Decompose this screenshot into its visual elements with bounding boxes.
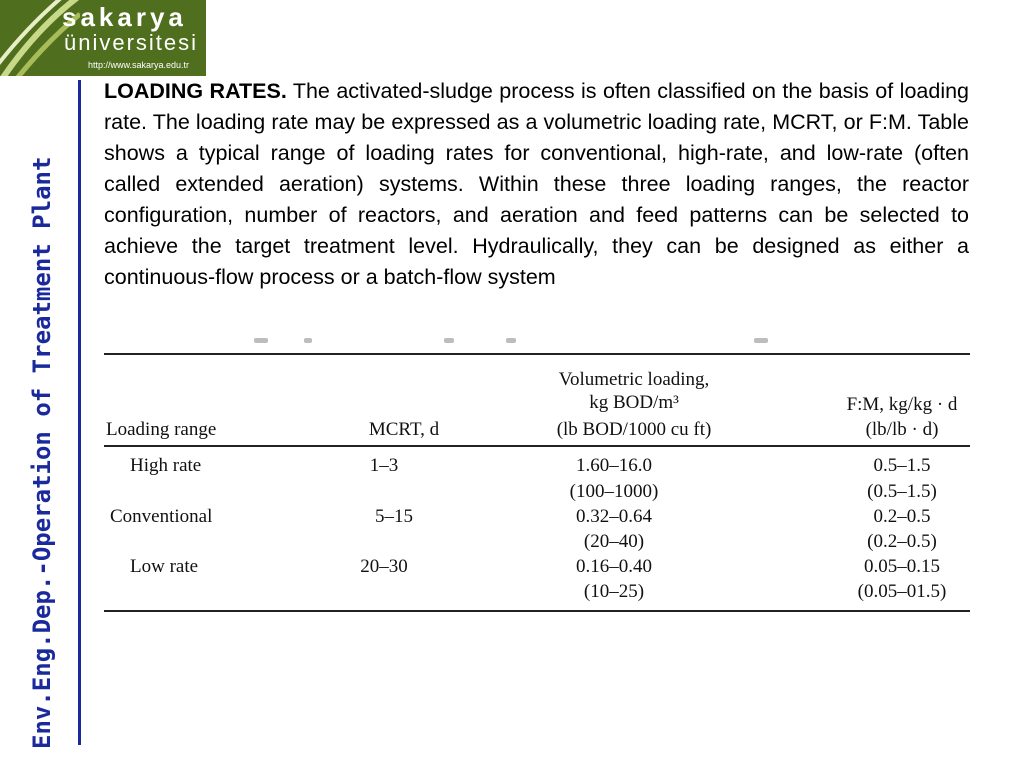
row-conventional-vol: 0.32–0.64 bbox=[576, 506, 652, 527]
table-bottom-rule bbox=[104, 610, 970, 612]
row-high-rate-vol-alt: (100–1000) bbox=[569, 481, 659, 502]
paragraph-text: The activated-sludge process is often classified on the basis of loading rate. The loading rate may be expressed as a volumetric loading rate, MCRT, or F:M. Table shows a typical range of loading rates for conventional, high-rate, and low-rate (often called extended aeration) systems. Within these three loading ranges, the reactor configuration, number of reactors, and aeration and feed patterns can be selected to achieve the target treatment level. Hydraulically, they can be designed as either a continuous-flow process or a batch-flow system bbox=[104, 79, 970, 289]
row-low-rate-vol-alt: (10–25) bbox=[583, 581, 645, 602]
header-loading-range: Loading range bbox=[106, 419, 217, 440]
header-volumetric-line1: Volumetric loading, bbox=[558, 369, 710, 390]
row-conventional-fm-alt: (0.2–0.5) bbox=[867, 531, 937, 552]
logo-word-sakarya: sakarya bbox=[62, 2, 187, 32]
row-conventional-vol-alt: (20–40) bbox=[583, 531, 645, 552]
row-high-rate-mcrt: 1–3 bbox=[369, 455, 399, 476]
logo-word-universitesi: üniversitesi bbox=[64, 30, 199, 55]
row-conventional-range: Conventional bbox=[110, 506, 213, 527]
row-high-rate-range: High rate bbox=[130, 455, 202, 476]
paragraph-lead: LOADING RATES. bbox=[104, 79, 287, 103]
header-volumetric-line2: kg BOD/m³ bbox=[589, 392, 679, 413]
university-logo bbox=[0, 0, 206, 76]
logo-url: http://www.sakarya.edu.tr bbox=[88, 60, 190, 70]
table-top-rule bbox=[104, 353, 970, 355]
table-header-rule bbox=[104, 445, 970, 447]
row-low-rate-range: Low rate bbox=[130, 556, 199, 577]
row-high-rate-fm: 0.5–1.5 bbox=[873, 455, 931, 476]
header-fm-line2: (lb/lb · d) bbox=[865, 419, 939, 440]
row-high-rate-fm-alt: (0.5–1.5) bbox=[867, 481, 937, 502]
loading-rates-table bbox=[104, 338, 970, 618]
body-paragraph bbox=[104, 76, 969, 293]
row-conventional-mcrt: 5–15 bbox=[375, 506, 413, 527]
header-fm-line1: F:M, kg/kg · d bbox=[846, 394, 958, 415]
row-high-rate-vol: 1.60–16.0 bbox=[576, 455, 652, 476]
row-low-rate-mcrt: 20–30 bbox=[360, 556, 408, 577]
row-low-rate-vol: 0.16–0.40 bbox=[576, 556, 652, 577]
row-low-rate-fm-alt: (0.05–01.5) bbox=[857, 581, 947, 602]
sidebar-title: Env.Eng.Dep.-Operation of Treatment Plant bbox=[28, 156, 56, 749]
sidebar-divider bbox=[78, 80, 81, 745]
header-mcrt: MCRT, d bbox=[368, 419, 440, 440]
cropped-caption-remnant bbox=[244, 338, 824, 344]
row-low-rate-fm: 0.05–0.15 bbox=[864, 556, 940, 577]
row-conventional-fm: 0.2–0.5 bbox=[873, 506, 931, 527]
header-volumetric-line3: (lb BOD/1000 cu ft) bbox=[556, 419, 712, 440]
